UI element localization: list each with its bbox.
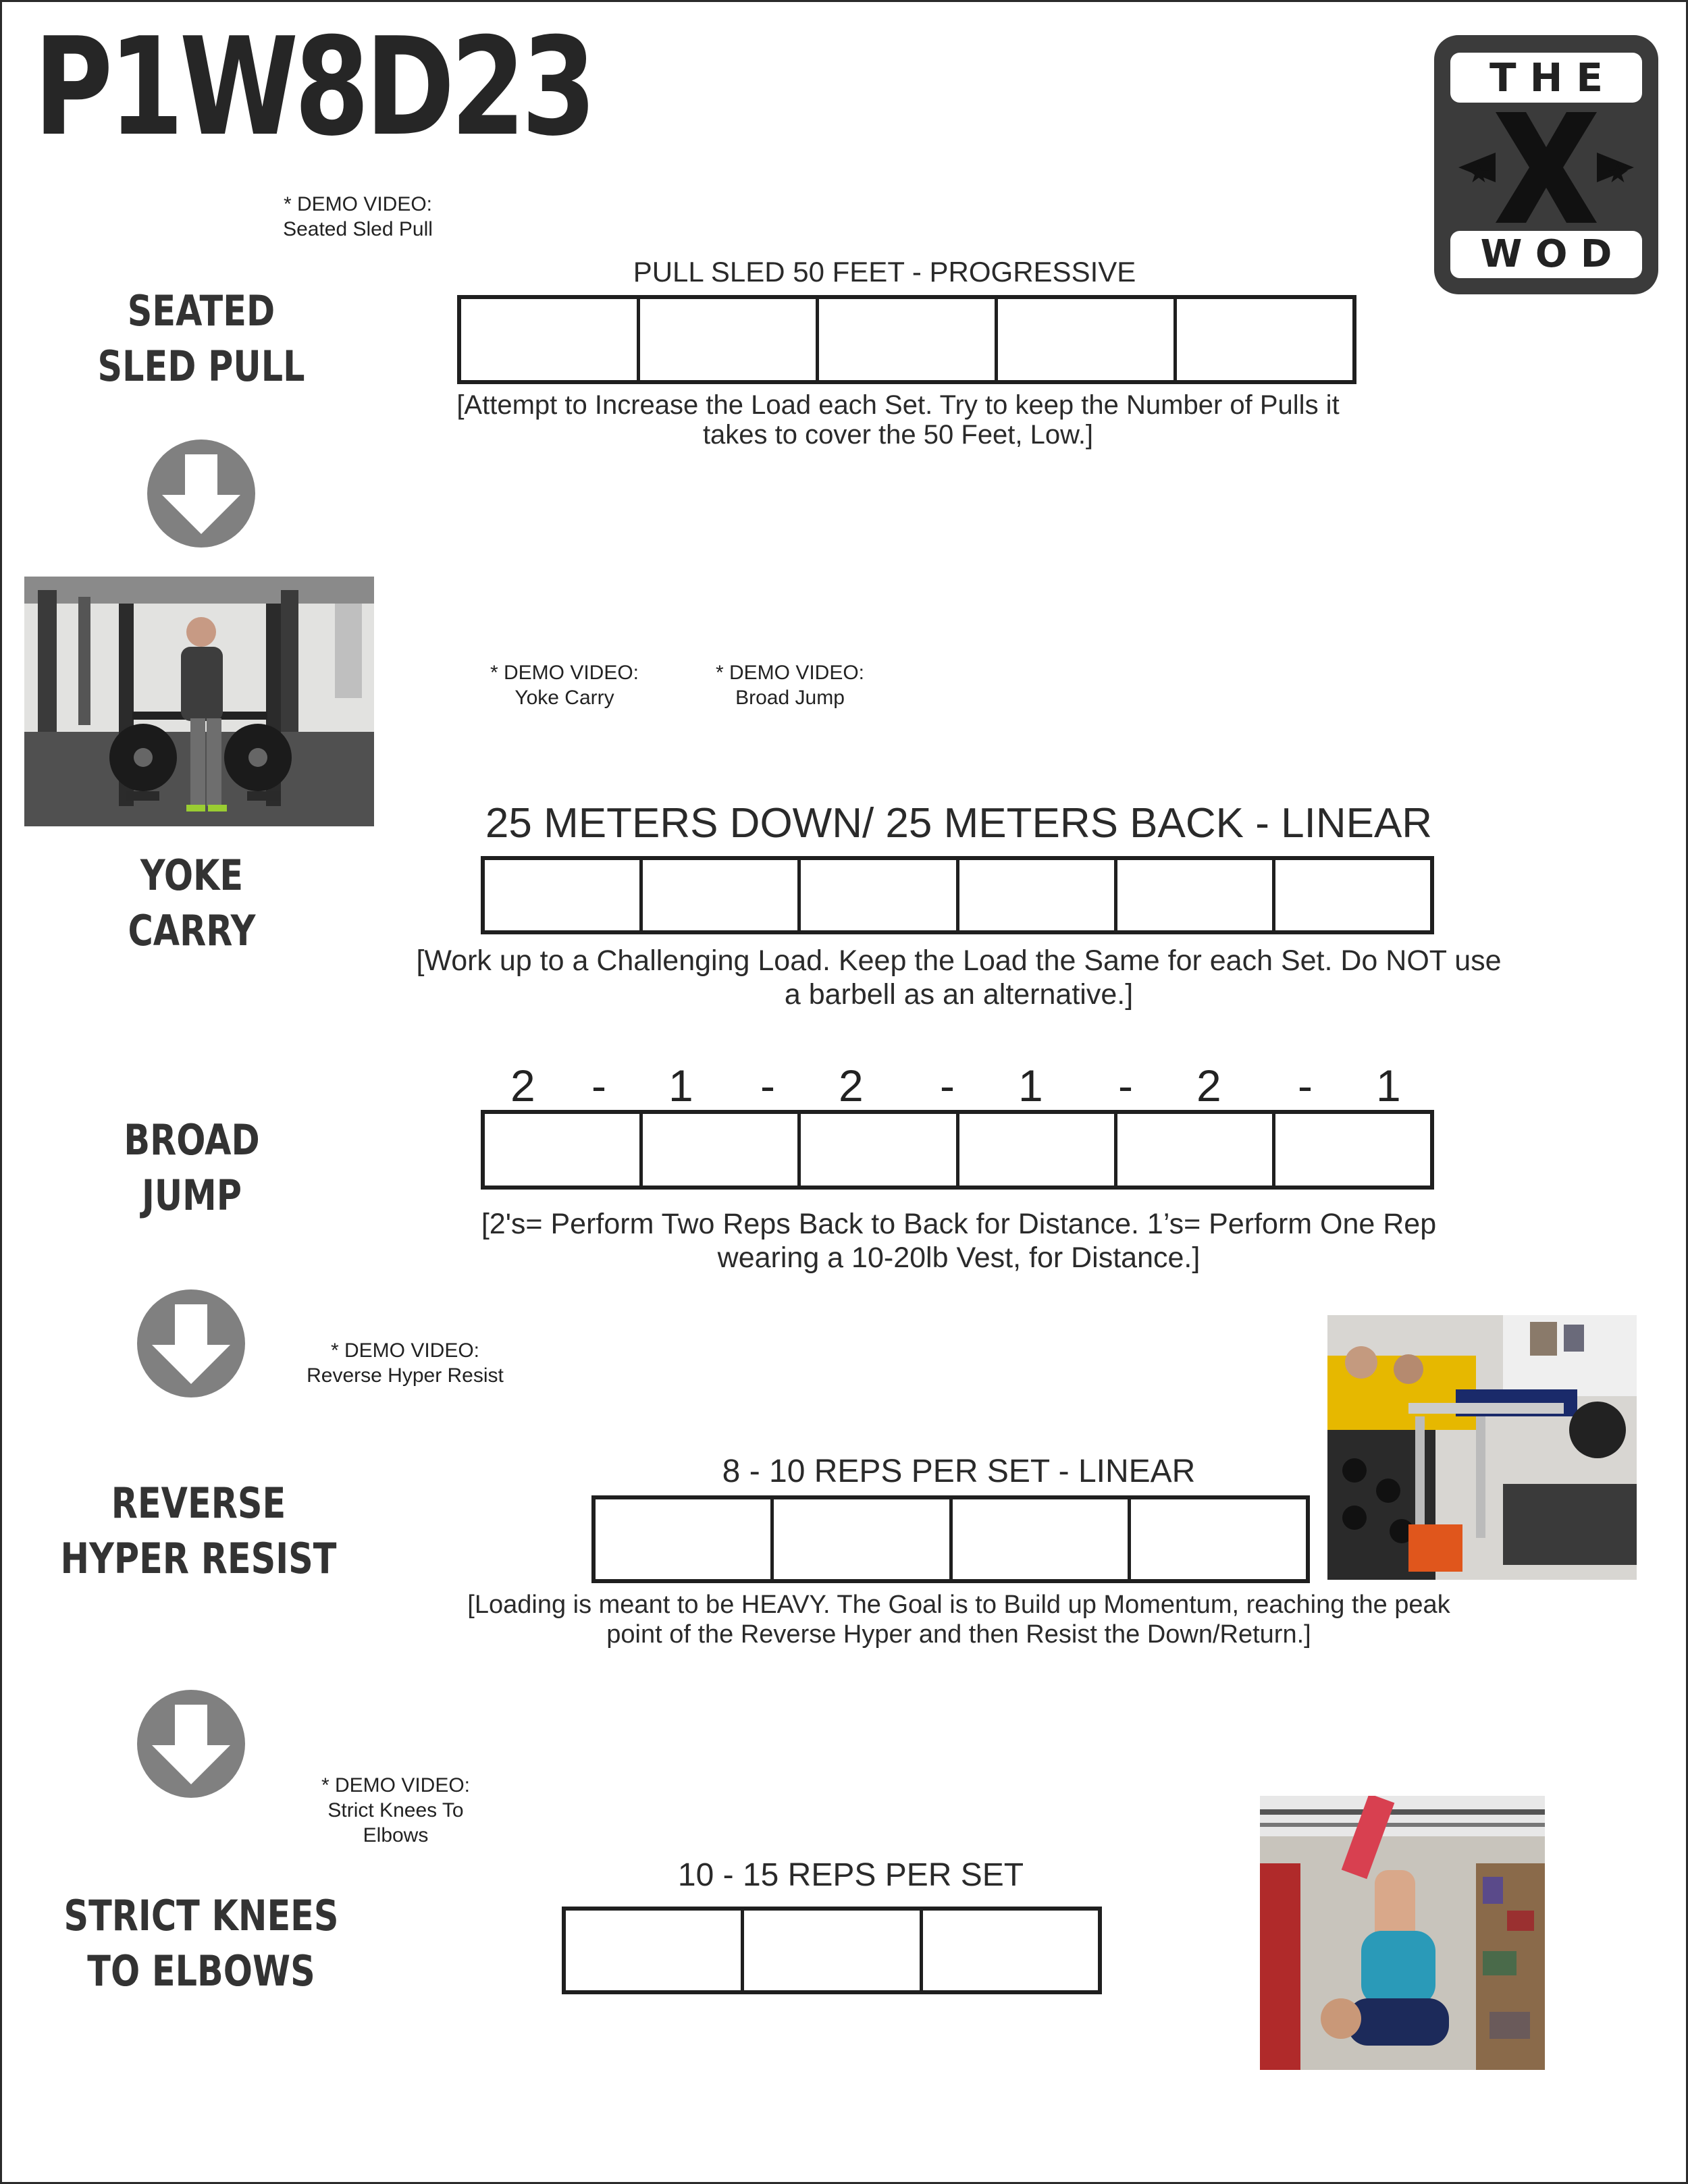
set-box[interactable] bbox=[819, 299, 998, 380]
exercise-name-yoke-carry bbox=[26, 848, 358, 959]
rep-scheme-separator: - bbox=[760, 1061, 775, 1111]
down-arrow-icon bbox=[137, 1289, 245, 1397]
rep-scheme-value: 2 bbox=[839, 1061, 864, 1111]
rep-scheme-value: 1 bbox=[668, 1061, 693, 1111]
note-line1: [Attempt to Increase the Load each Set. Try to keep the Number of Pulls it bbox=[456, 390, 1340, 420]
heading-seated-sled-pull: PULL SLED 50 FEET - PROGRESSIVE bbox=[633, 256, 1136, 288]
demo-video-label: * DEMO VIDEO: bbox=[715, 662, 865, 684]
note-seated-sled-pull bbox=[365, 390, 1431, 450]
note-line1: [Loading is meant to be HEAVY. The Goal is to Build up Momentum, reaching the peak bbox=[467, 1591, 1450, 1619]
set-boxes-reverse-hyper-resist bbox=[591, 1495, 1310, 1583]
demo-video-title: Strict Knees To bbox=[327, 1799, 464, 1821]
rep-scheme-value: 1 bbox=[1018, 1061, 1043, 1111]
set-box[interactable] bbox=[643, 1114, 801, 1186]
demo-video-title: Seated Sled Pull bbox=[283, 218, 433, 240]
rep-scheme-separator: - bbox=[940, 1061, 955, 1111]
set-box[interactable] bbox=[923, 1911, 1098, 1990]
set-box[interactable] bbox=[801, 860, 959, 930]
note-yoke-carry bbox=[351, 944, 1566, 1011]
rep-scheme-value: 2 bbox=[1196, 1061, 1221, 1111]
set-box[interactable] bbox=[1275, 1114, 1430, 1186]
demo-video-reverse-hyper-resist[interactable] bbox=[290, 1338, 520, 1388]
set-box[interactable] bbox=[461, 299, 640, 380]
knees-to-elbows-photo bbox=[1260, 1796, 1545, 2070]
exercise-name-line1: STRICT KNEES bbox=[63, 1891, 339, 1940]
demo-video-yoke-carry[interactable] bbox=[470, 660, 659, 710]
exercise-name-line2: HYPER RESIST bbox=[60, 1534, 337, 1583]
set-box[interactable] bbox=[1275, 860, 1430, 930]
logo-top-text: T H E bbox=[1489, 55, 1604, 101]
logo-bottom-text: W O D bbox=[1480, 232, 1612, 276]
rep-scheme-value: 2 bbox=[510, 1061, 535, 1111]
set-box[interactable] bbox=[643, 860, 801, 930]
set-box[interactable] bbox=[485, 860, 643, 930]
workout-title: P1W8D23 bbox=[34, 9, 593, 166]
exercise-name-broad-jump bbox=[26, 1113, 358, 1223]
the-x-wod-logo bbox=[1431, 32, 1661, 297]
rep-scheme-value: 1 bbox=[1376, 1061, 1401, 1111]
reverse-hyper-photo bbox=[1327, 1315, 1637, 1580]
svg-text:★: ★ bbox=[1606, 158, 1630, 189]
exercise-name-line2: TO ELBOWS bbox=[87, 1946, 315, 1996]
down-arrow-icon bbox=[147, 440, 255, 548]
note-line2: a barbell as an alternative.] bbox=[784, 978, 1134, 1011]
exercise-name-line2: SLED PULL bbox=[97, 342, 305, 391]
demo-video-label: * DEMO VIDEO: bbox=[330, 1339, 480, 1362]
set-box[interactable] bbox=[998, 299, 1177, 380]
exercise-name-strict-knees-to-elbows bbox=[35, 1888, 367, 1999]
exercise-name-line2: CARRY bbox=[128, 906, 256, 955]
set-boxes-strict-knees-to-elbows bbox=[562, 1907, 1102, 1994]
set-box[interactable] bbox=[801, 1114, 959, 1186]
note-line2: takes to cover the 50 Feet, Low.] bbox=[702, 420, 1094, 450]
down-arrow-icon bbox=[137, 1690, 245, 1798]
note-line2: point of the Reverse Hyper and then Resist the Down/Return.] bbox=[606, 1620, 1311, 1649]
set-box[interactable] bbox=[959, 860, 1117, 930]
set-box[interactable] bbox=[1117, 860, 1275, 930]
demo-video-title: Yoke Carry bbox=[515, 687, 614, 709]
note-reverse-hyper-resist bbox=[378, 1590, 1539, 1649]
set-box[interactable] bbox=[1131, 1499, 1306, 1579]
note-broad-jump bbox=[405, 1207, 1512, 1275]
set-box[interactable] bbox=[774, 1499, 952, 1579]
heading-yoke-carry: 25 METERS DOWN/ 25 METERS BACK - LINEAR bbox=[485, 800, 1433, 847]
yoke-carry-photo bbox=[24, 577, 374, 826]
svg-text:★: ★ bbox=[1467, 158, 1491, 189]
note-line1: [Work up to a Challenging Load. Keep the Load the Same for each Set. Do NOT use bbox=[416, 944, 1502, 977]
set-box[interactable] bbox=[1117, 1114, 1275, 1186]
rep-scheme-separator: - bbox=[1118, 1061, 1133, 1111]
demo-video-label: * DEMO VIDEO: bbox=[490, 662, 639, 684]
demo-video-seated-sled-pull[interactable] bbox=[257, 192, 459, 242]
exercise-name-line1: BROAD bbox=[124, 1115, 260, 1165]
set-boxes-yoke-carry bbox=[481, 856, 1434, 934]
demo-video-strict-knees-to-elbows[interactable] bbox=[288, 1773, 504, 1848]
rep-scheme-separator: - bbox=[591, 1061, 606, 1111]
note-line2: wearing a 10-20lb Vest, for Distance.] bbox=[717, 1242, 1201, 1274]
exercise-name-reverse-hyper-resist bbox=[32, 1476, 365, 1587]
exercise-name-line1: SEATED bbox=[127, 286, 275, 336]
heading-strict-knees-to-elbows: 10 - 15 REPS PER SET bbox=[677, 1857, 1024, 1893]
set-box[interactable] bbox=[959, 1114, 1117, 1186]
exercise-name-line1: REVERSE bbox=[111, 1479, 286, 1528]
set-boxes-seated-sled-pull bbox=[457, 295, 1356, 384]
set-box[interactable] bbox=[640, 299, 819, 380]
demo-video-label: * DEMO VIDEO: bbox=[321, 1774, 471, 1796]
demo-video-title: Broad Jump bbox=[735, 687, 845, 709]
demo-video-title-cont: Elbows bbox=[363, 1824, 429, 1846]
set-box[interactable] bbox=[1177, 299, 1352, 380]
rep-scheme-separator: - bbox=[1298, 1061, 1313, 1111]
set-boxes-broad-jump bbox=[481, 1110, 1434, 1190]
demo-video-title: Reverse Hyper Resist bbox=[307, 1364, 504, 1387]
exercise-name-line2: JUMP bbox=[141, 1171, 242, 1220]
heading-reverse-hyper-resist: 8 - 10 REPS PER SET - LINEAR bbox=[722, 1454, 1196, 1489]
exercise-name-line1: YOKE bbox=[140, 851, 244, 900]
set-box[interactable] bbox=[596, 1499, 774, 1579]
set-box[interactable] bbox=[485, 1114, 643, 1186]
exercise-name-seated-sled-pull bbox=[35, 284, 367, 394]
note-line1: [2's= Perform Two Reps Back to Back for Distance. 1’s= Perform One Rep bbox=[481, 1208, 1437, 1240]
demo-video-label: * DEMO VIDEO: bbox=[283, 193, 433, 215]
set-box[interactable] bbox=[566, 1911, 744, 1990]
rep-scheme-broad-jump bbox=[481, 1060, 1434, 1114]
set-box[interactable] bbox=[744, 1911, 922, 1990]
demo-video-broad-jump[interactable] bbox=[695, 660, 885, 710]
set-box[interactable] bbox=[953, 1499, 1131, 1579]
